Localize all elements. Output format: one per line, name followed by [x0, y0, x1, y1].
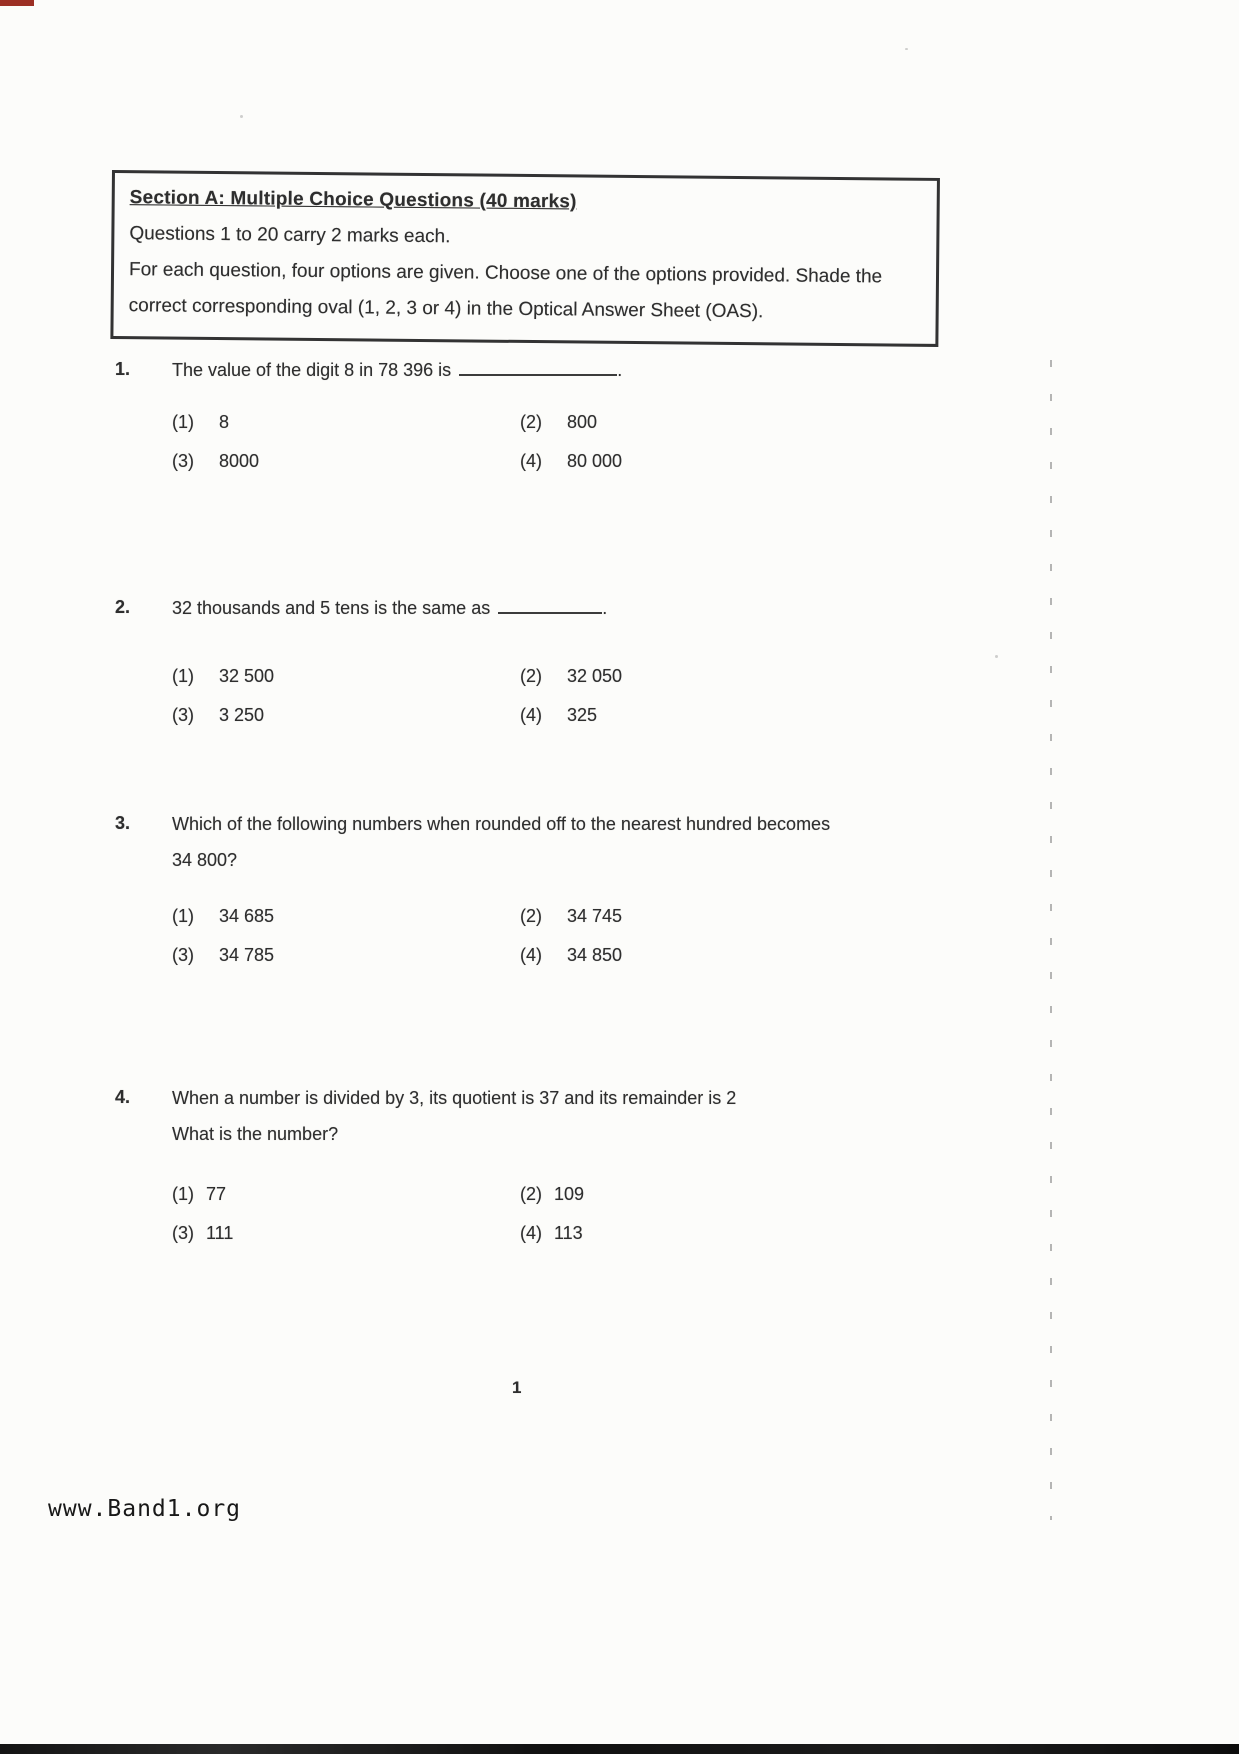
scan-speck [240, 115, 243, 118]
question-text-line-1: When a number is divided by 3, its quotient is 37 and its remainder is 2 [172, 1088, 737, 1108]
question-number: 4. [115, 1087, 131, 1107]
option [172, 449, 520, 473]
option [520, 904, 955, 928]
option [520, 943, 955, 967]
option-label: (1) [172, 906, 194, 926]
option-value: 32 050 [567, 666, 623, 686]
question-number: 2. [115, 597, 131, 617]
page-number: 1 [512, 1378, 522, 1397]
scan-speck [905, 48, 908, 50]
option [520, 664, 955, 688]
question-text-line-2: 34 800? [172, 850, 238, 870]
question-text-line-2: What is the number? [172, 1124, 339, 1144]
option-value: 325 [567, 705, 598, 725]
question-number: 3. [115, 813, 131, 833]
question-number: 1. [115, 359, 131, 379]
question-text-line-1: Which of the following numbers when rounded off to the nearest hundred becomes [172, 814, 831, 834]
option-value: 113 [554, 1223, 583, 1243]
option-label: (3) [172, 451, 194, 471]
options-grid [172, 410, 955, 473]
question-text: The value of the digit 8 in 78 396 is [172, 360, 452, 380]
answer-blank [498, 601, 602, 614]
blank-suffix: . [602, 598, 608, 618]
option-value: 34 745 [567, 906, 623, 926]
instructions-line-2: For each question, four options are given. Choose one of the options provided. Shade the correct corresponding oval (1, 2, 3 or 4) in the Optical Answer Sheet (OAS). [128, 259, 883, 323]
blank-suffix: . [617, 360, 623, 380]
instructions-box [110, 170, 940, 347]
options-grid [172, 664, 955, 727]
option-label: (4) [520, 1223, 542, 1243]
options-grid [172, 904, 955, 967]
option-value: 8 [219, 412, 230, 432]
option [172, 943, 520, 967]
option-value: 34 685 [219, 906, 275, 926]
option-value: 111 [206, 1223, 234, 1243]
option-label: (2) [520, 906, 542, 926]
scan-edge-artifacts [1050, 360, 1052, 1520]
option-value: 3 250 [219, 705, 265, 725]
section-title: Section A: Multiple Choice Questions (40 marks) [129, 187, 577, 213]
option-label: (3) [172, 945, 194, 965]
option [172, 904, 520, 928]
option-label: (2) [520, 1184, 542, 1204]
option-label: (1) [172, 666, 194, 686]
option [172, 664, 520, 688]
instructions-line-1: Questions 1 to 20 carry 2 marks each. [129, 223, 451, 248]
option-label: (1) [172, 1184, 194, 1204]
question-1 [115, 352, 955, 473]
question-4 [115, 1080, 955, 1245]
option-value: 80 000 [567, 451, 623, 471]
option-label: (2) [520, 412, 542, 432]
option-value: 34 850 [567, 945, 623, 965]
question-text: 32 thousands and 5 tens is the same as [172, 598, 491, 618]
option [172, 703, 520, 727]
option-label: (1) [172, 412, 194, 432]
option [520, 1221, 955, 1245]
option [172, 1221, 520, 1245]
answer-blank [459, 363, 617, 376]
option-value: 8000 [219, 451, 260, 471]
option-value: 34 785 [219, 945, 275, 965]
option [172, 410, 520, 434]
option [520, 410, 955, 434]
option-value: 77 [206, 1184, 227, 1204]
scan-bottom-artifact [0, 1744, 1239, 1754]
option-value: 32 500 [219, 666, 275, 686]
option-value: 800 [567, 412, 598, 432]
option-label: (4) [520, 451, 542, 471]
option [520, 703, 955, 727]
options-grid [172, 1182, 955, 1245]
option-label: (3) [172, 1223, 194, 1243]
option-label: (4) [520, 705, 542, 725]
option-value: 109 [554, 1184, 585, 1204]
scan-speck [995, 655, 998, 658]
option [520, 1182, 955, 1206]
option [520, 449, 955, 473]
watermark-website: www.Band1.org [48, 1496, 242, 1522]
scan-corner-artifact [0, 0, 34, 6]
question-2 [115, 590, 955, 727]
option-label: (4) [520, 945, 542, 965]
question-3 [115, 806, 955, 967]
option [172, 1182, 520, 1206]
option-label: (2) [520, 666, 542, 686]
option-label: (3) [172, 705, 194, 725]
